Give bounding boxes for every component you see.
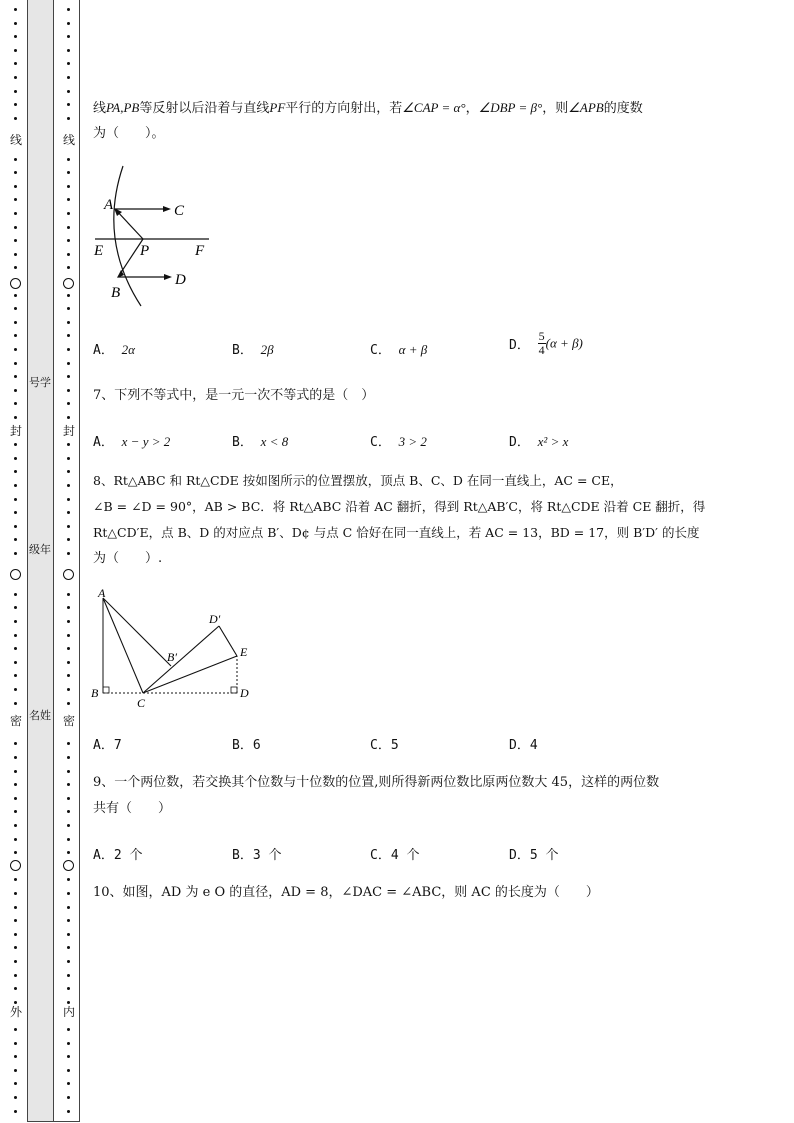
seal-dot xyxy=(67,334,70,337)
q8-stem-line1: 8、Rt△ABC 和 Rt△CDE 按如图所示的位置摆放，顶点 B、C、D 在同一直线上，AC = CE， xyxy=(93,473,623,488)
seal-dot xyxy=(14,987,17,990)
seal-dot xyxy=(14,647,17,650)
seal-dot xyxy=(14,946,17,949)
outer-seal-line xyxy=(9,0,23,1123)
seal-circle xyxy=(63,278,74,289)
seal-dot xyxy=(67,457,70,460)
seal-dot xyxy=(14,76,17,79)
q7-option-d[interactable]: D． x² > x xyxy=(509,434,569,450)
q8-option-d[interactable]: D．4 xyxy=(509,738,538,753)
label-D: D xyxy=(175,272,186,288)
seal-dot xyxy=(14,919,17,922)
q8-figure xyxy=(91,586,256,711)
seal-dot xyxy=(14,103,17,106)
seg-ab-prime xyxy=(103,598,171,666)
seal-dot xyxy=(67,185,70,188)
seg-ce xyxy=(143,656,237,693)
seal-dot xyxy=(67,158,70,161)
seal-dot xyxy=(14,362,17,365)
seal-dot xyxy=(67,103,70,106)
q8-option-a[interactable]: A．7 xyxy=(93,738,122,753)
seal-dot xyxy=(67,443,70,446)
seal-dot xyxy=(14,661,17,664)
label-name: 名姓 xyxy=(29,709,51,722)
q6-option-d[interactable]: D． $\frac{5}{4}$ (α + β) xyxy=(509,329,583,357)
seal-dot xyxy=(67,538,70,541)
seal-dot xyxy=(14,797,17,800)
seal-dot xyxy=(67,593,70,596)
arrow-d xyxy=(164,274,172,280)
seal-dot xyxy=(14,498,17,501)
seal-dot xyxy=(67,1110,70,1113)
seal-dot xyxy=(14,851,17,854)
q8-stem-line2: ∠B = ∠D = 90°，AB > BC．将 Rt△ABC 沿着 AC 翻折，得到 Rt△AB′C，将 Rt△CDE 沿着 CE 翻折，得 xyxy=(93,499,706,514)
seal-dot xyxy=(14,158,17,161)
seal-dot xyxy=(14,511,17,514)
seal-dot xyxy=(67,198,70,201)
seal-dot xyxy=(67,987,70,990)
seal-dot xyxy=(67,674,70,677)
seal-dot xyxy=(14,8,17,11)
seal-dot xyxy=(67,90,70,93)
q7-option-b[interactable]: B． x < 8 xyxy=(232,434,289,450)
seal-dot xyxy=(14,878,17,881)
seal-dot xyxy=(14,470,17,473)
seal-dot xyxy=(67,375,70,378)
seal-dot xyxy=(67,1055,70,1058)
seal-dot xyxy=(67,49,70,52)
seal-dot xyxy=(67,878,70,881)
label-E: E xyxy=(240,645,248,659)
label-B-prime: B′ xyxy=(167,650,177,664)
seal-dot xyxy=(14,960,17,963)
seal-dot xyxy=(67,946,70,949)
seal-dot xyxy=(67,525,70,528)
seal-dot xyxy=(67,362,70,365)
q9-option-c[interactable]: C．4 个 xyxy=(370,848,420,863)
seal-dot xyxy=(67,307,70,310)
seal-dot xyxy=(67,8,70,11)
seal-dot xyxy=(14,1110,17,1113)
seal-dot xyxy=(14,770,17,773)
seal-word: 密 xyxy=(9,714,22,728)
fraction-numerator: 5 xyxy=(538,329,545,343)
seg-cd-prime xyxy=(143,626,219,693)
seal-dot xyxy=(67,239,70,242)
label-P: P xyxy=(140,243,150,259)
seal-dot xyxy=(14,933,17,936)
inner-seal-line xyxy=(62,0,76,1123)
seal-dot xyxy=(14,838,17,841)
seal-dot xyxy=(14,742,17,745)
label-B: B xyxy=(111,285,121,301)
seal-dot xyxy=(67,960,70,963)
seal-dot xyxy=(67,76,70,79)
seal-dot xyxy=(67,402,70,405)
seal-dot xyxy=(67,742,70,745)
seal-dot xyxy=(14,185,17,188)
q7-stem: 7、下列不等式中，是一元一次不等式的是（ ） xyxy=(93,388,375,403)
q6-stem: 线PA,PB等反射以后沿着与直线PF平行的方向射出，若∠CAP = α°，∠DBP = β°，则∠APB的度数 xyxy=(93,100,643,116)
seal-dot xyxy=(67,838,70,841)
seal-word: 外 xyxy=(9,1005,22,1019)
seal-dot xyxy=(67,389,70,392)
q7-option-a[interactable]: A． x − y > 2 xyxy=(93,434,171,450)
seal-dot xyxy=(14,824,17,827)
seal-dot xyxy=(67,1082,70,1085)
seal-dot xyxy=(67,634,70,637)
seal-dot xyxy=(14,525,17,528)
seal-dot xyxy=(67,810,70,813)
seal-word: 封 xyxy=(9,424,22,438)
seal-dot xyxy=(67,117,70,120)
seal-dot xyxy=(14,226,17,229)
q6-option-b[interactable]: B． 2β xyxy=(232,342,274,358)
seal-dot xyxy=(67,266,70,269)
seal-dot xyxy=(67,702,70,705)
seal-dot xyxy=(14,1001,17,1004)
seal-circle xyxy=(10,860,21,871)
seal-dot xyxy=(67,797,70,800)
seal-dot xyxy=(67,253,70,256)
seal-dot xyxy=(14,783,17,786)
seal-dot xyxy=(67,688,70,691)
seal-dot xyxy=(14,443,17,446)
q6-stem-line2: 为（ ）。 xyxy=(93,126,165,141)
seal-dot xyxy=(67,756,70,759)
seal-dot xyxy=(67,1001,70,1004)
seal-dot xyxy=(14,756,17,759)
seal-dot xyxy=(14,307,17,310)
seal-dot xyxy=(14,906,17,909)
seal-dot xyxy=(67,824,70,827)
seal-dot xyxy=(14,49,17,52)
seal-dot xyxy=(67,620,70,623)
seg-d-prime-e xyxy=(219,626,237,656)
seal-dot xyxy=(14,552,17,555)
q8-option-b[interactable]: B．6 xyxy=(232,738,261,753)
seal-dot xyxy=(67,484,70,487)
seal-dot xyxy=(67,22,70,25)
seal-dot xyxy=(14,22,17,25)
seal-circle xyxy=(10,278,21,289)
seal-dot xyxy=(14,538,17,541)
seal-dot xyxy=(14,810,17,813)
seal-dot xyxy=(67,1042,70,1045)
seal-dot xyxy=(67,1096,70,1099)
seal-word: 内 xyxy=(62,1005,75,1019)
seal-dot xyxy=(67,919,70,922)
q8-option-c[interactable]: C．5 xyxy=(370,738,399,753)
q9-option-a[interactable]: A．2 个 xyxy=(93,848,143,863)
seal-word: 密 xyxy=(62,714,75,728)
seal-dot xyxy=(67,62,70,65)
seal-dot xyxy=(67,892,70,895)
seal-dot xyxy=(67,498,70,501)
seal-dot xyxy=(67,770,70,773)
label-D-prime: D′ xyxy=(209,612,221,626)
seal-dot xyxy=(14,117,17,120)
q6-option-c[interactable]: C． α + β xyxy=(370,342,428,358)
seal-word: 线 xyxy=(62,133,75,147)
seal-dot xyxy=(67,348,70,351)
label-class: 级年 xyxy=(29,543,51,556)
seal-dot xyxy=(14,1082,17,1085)
q7-option-c[interactable]: C． 3 > 2 xyxy=(370,434,427,450)
seal-dot xyxy=(67,906,70,909)
q6-figure xyxy=(93,160,223,310)
binding-margin xyxy=(0,0,82,1123)
seal-dot xyxy=(14,674,17,677)
seal-dot xyxy=(14,634,17,637)
seal-dot xyxy=(14,1069,17,1072)
seal-dot xyxy=(67,783,70,786)
seal-dot xyxy=(67,1069,70,1072)
seal-dot xyxy=(14,402,17,405)
seal-dot xyxy=(67,470,70,473)
seal-dot xyxy=(14,62,17,65)
q8-stem-line4: 为（ ）. xyxy=(93,551,163,566)
seal-dot xyxy=(14,90,17,93)
seal-word: 封 xyxy=(62,424,75,438)
seal-dot xyxy=(14,1028,17,1031)
seal-circle xyxy=(63,569,74,580)
seal-dot xyxy=(14,348,17,351)
seal-dot xyxy=(14,212,17,215)
seal-word: 线 xyxy=(9,133,22,147)
seal-dot xyxy=(14,198,17,201)
seal-dot xyxy=(67,552,70,555)
seal-dot xyxy=(14,1055,17,1058)
seal-dot xyxy=(67,171,70,174)
seal-dot xyxy=(14,334,17,337)
seal-circle xyxy=(10,569,21,580)
label-F: F xyxy=(195,243,205,259)
seal-dot xyxy=(14,702,17,705)
seal-dot xyxy=(14,389,17,392)
seal-dot xyxy=(14,593,17,596)
seal-dot xyxy=(67,226,70,229)
label-C: C xyxy=(137,696,146,710)
seal-dot xyxy=(67,661,70,664)
seal-dot xyxy=(67,511,70,514)
label-student-number: 号学 xyxy=(29,376,51,389)
seal-dot xyxy=(67,35,70,38)
seal-dot xyxy=(14,294,17,297)
seal-dot xyxy=(14,239,17,242)
fraction-denominator: 4 xyxy=(538,343,545,357)
label-D: D xyxy=(240,686,249,700)
seal-dot xyxy=(14,892,17,895)
binding-band xyxy=(27,0,54,1122)
label-C: C xyxy=(174,203,185,219)
seal-dot xyxy=(67,212,70,215)
binding-line xyxy=(79,0,80,1122)
seg-ac xyxy=(103,598,143,693)
seal-dot xyxy=(14,35,17,38)
label-A: A xyxy=(98,586,106,600)
seal-dot xyxy=(67,606,70,609)
seal-dot xyxy=(14,688,17,691)
label-B: B xyxy=(91,686,99,700)
seal-dot xyxy=(14,1096,17,1099)
right-angle-d xyxy=(231,687,237,693)
q6-option-a[interactable]: A． 2α xyxy=(93,342,135,358)
seal-dot xyxy=(67,321,70,324)
seal-dot xyxy=(67,416,70,419)
seal-dot xyxy=(14,416,17,419)
q9-option-b[interactable]: B．3 个 xyxy=(232,848,282,863)
seal-circle xyxy=(63,860,74,871)
label-A: A xyxy=(104,197,114,213)
seal-dot xyxy=(14,484,17,487)
seal-dot xyxy=(14,321,17,324)
seal-dot xyxy=(67,933,70,936)
seal-dot xyxy=(14,375,17,378)
seal-dot xyxy=(67,851,70,854)
seal-dot xyxy=(67,294,70,297)
q8-stem-line3: Rt△CD′E，点 B、D 的对应点 B′、D¢ 与点 C 恰好在同一直线上，若 AC = 13，BD = 17，则 B′D′ 的长度 xyxy=(93,525,700,540)
seal-dot xyxy=(14,974,17,977)
seal-dot xyxy=(14,171,17,174)
seal-dot xyxy=(67,974,70,977)
seal-dot xyxy=(67,1028,70,1031)
seal-dot xyxy=(67,647,70,650)
right-angle-b xyxy=(103,687,109,693)
seal-dot xyxy=(14,253,17,256)
seal-dot xyxy=(14,620,17,623)
seal-dot xyxy=(14,606,17,609)
q9-stem-line1: 9、一个两位数，若交换其个位数与十位数的位置,则所得新两位数比原两位数大 45，这样的两位数 xyxy=(93,775,660,790)
arrow-c xyxy=(163,206,171,212)
label-E: E xyxy=(94,243,104,259)
seal-dot xyxy=(14,457,17,460)
q9-stem-line2: 共有（ ） xyxy=(93,801,172,816)
q9-option-d[interactable]: D．5 个 xyxy=(509,848,559,863)
seal-dot xyxy=(14,1042,17,1045)
q10-stem: 10、如图，AD 为 e O 的直径，AD = 8，∠DAC = ∠ABC，则 AC 的长度为（ ） xyxy=(93,885,599,900)
seal-dot xyxy=(14,266,17,269)
